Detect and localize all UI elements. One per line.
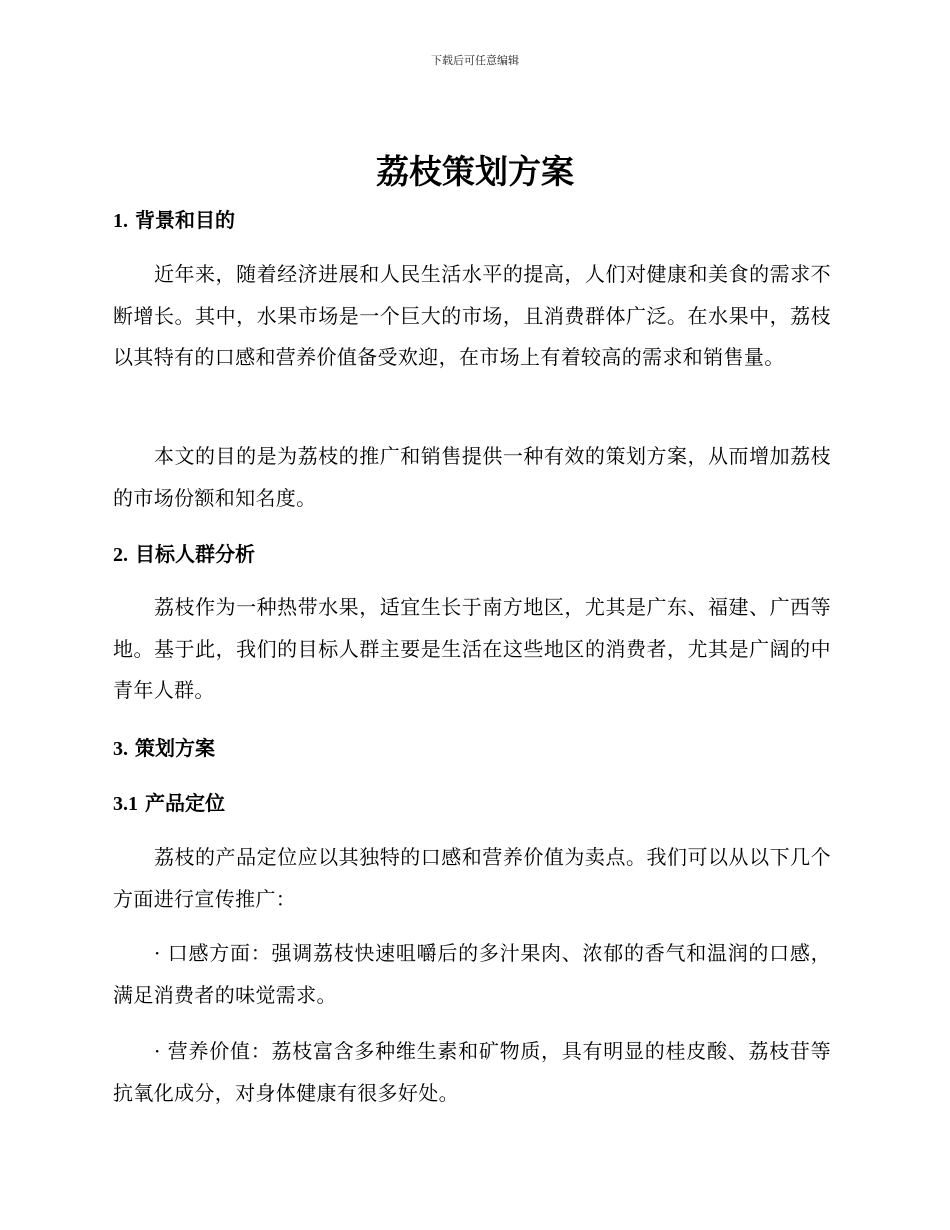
section-3-number: 3. (113, 738, 128, 760)
section-3-1-paragraph-1: 荔枝的产品定位应以其独特的口感和营养价值为卖点。我们可以从以下几个方面进行宣传推广： (113, 845, 831, 911)
section-3-1-heading (113, 789, 831, 818)
section-1-paragraph-2: 本文的目的是为荔枝的推广和销售提供一种有效的策划方案，从而增加荔枝的市场份额和知名度。 (113, 444, 831, 510)
section-2-paragraph-1: 荔枝作为一种热带水果，适宜生长于南方地区，尤其是广东、福建、广西等地。基于此，我们的目标人群主要是生活在这些地区的消费者，尤其是广阔的中青年人群。 (113, 595, 831, 702)
bullet-nutrition: · 营养价值：荔枝富含多种维生素和矿物质，具有明显的桂皮酸、荔枝苷等抗氧化成分，对身体健康有很多好处。 (113, 1039, 831, 1105)
section-1-number: 1. (113, 210, 128, 232)
bullet-taste: · 口感方面：强调荔枝快速咀嚼后的多汁果肉、浓郁的香气和温润的口感，满足消费者的味觉需求。 (113, 941, 831, 1007)
section-1-title: 背景和目的 (134, 208, 235, 232)
document-title: 荔枝策划方案 (376, 152, 574, 191)
section-1-paragraph-1: 近年来，随着经济进展和人民生活水平的提高，人们对健康和美食的需求不断增长。其中，水果市场是一个巨大的市场，且消费群体广泛。在水果中，荔枝以其特有的口感和营养价值备受欢迎，在市场上有着较高的需求和销售量。 (113, 262, 831, 369)
section-3-title: 策划方案 (134, 736, 215, 760)
section-2-number: 2. (113, 544, 128, 566)
header-note: 下载后可任意编辑 (431, 54, 519, 67)
section-1-heading (113, 206, 831, 235)
section-3-1-title: 产品定位 (144, 791, 225, 815)
section-2-heading (113, 540, 831, 569)
section-3-heading (113, 734, 831, 763)
section-3-1-number: 3.1 (113, 793, 138, 815)
section-2-title: 目标人群分析 (134, 542, 255, 566)
